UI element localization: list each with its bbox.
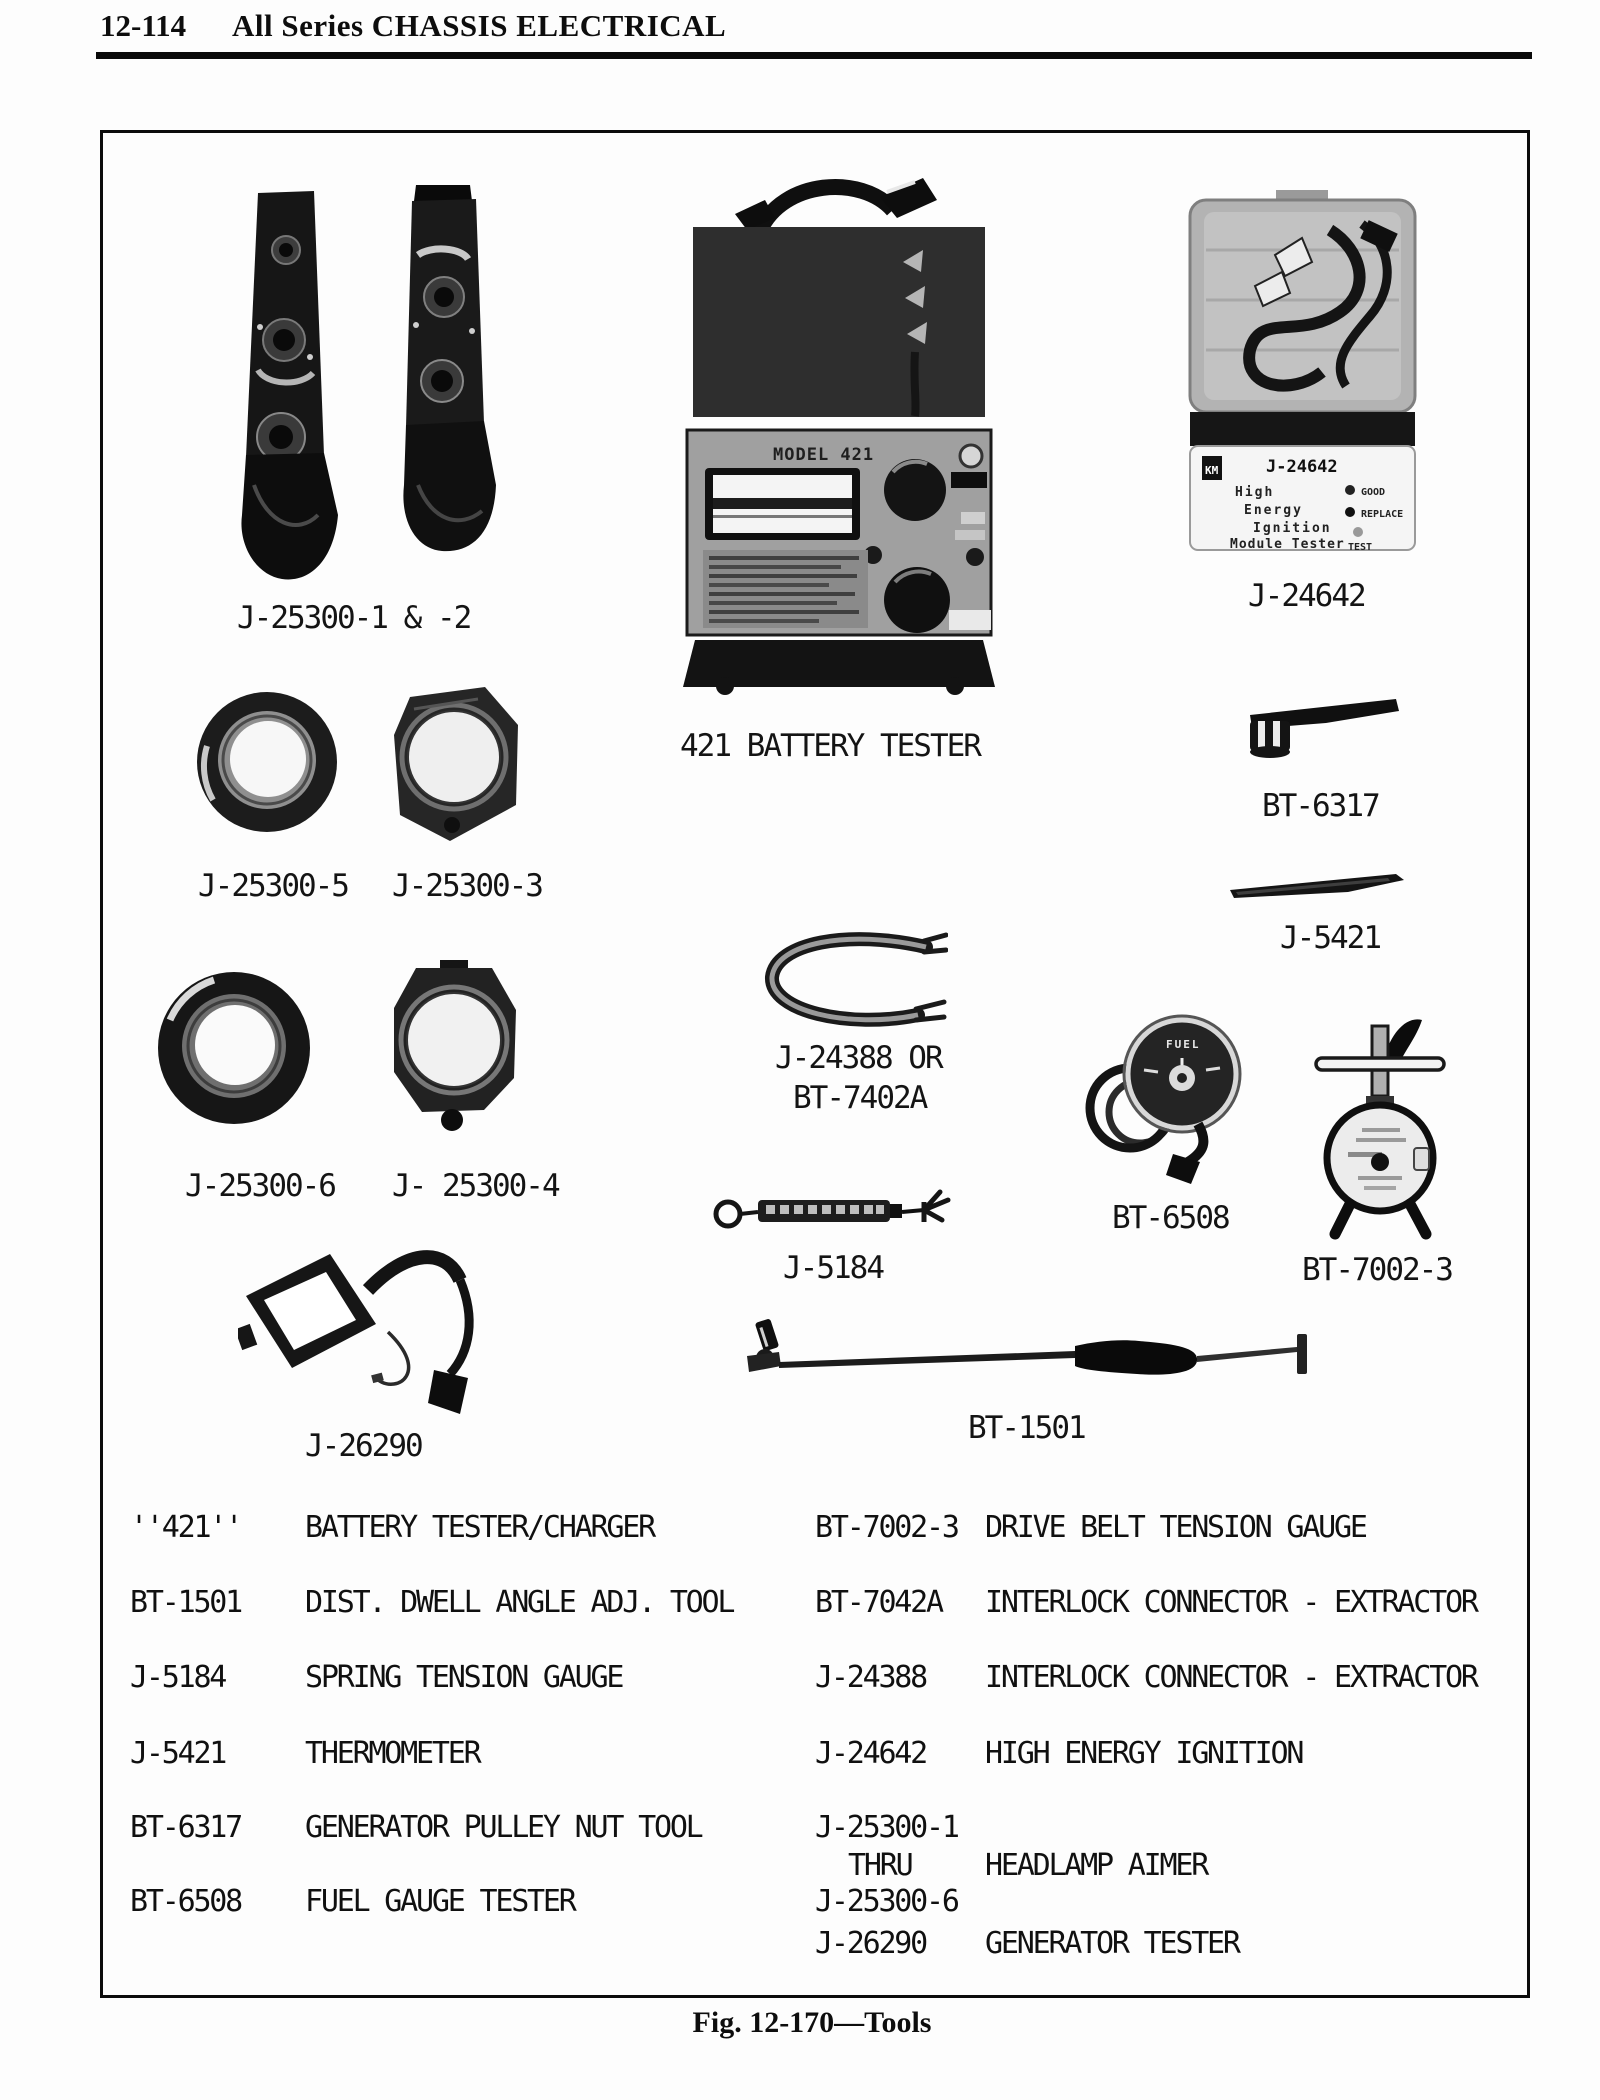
hei-replace-text: REPLACE (1361, 509, 1404, 520)
hei-line4-text: Module Tester (1230, 537, 1345, 552)
dwell-tool-label: BT-1501 (968, 1410, 1085, 1446)
spring-tension-gauge-illustration (712, 1188, 957, 1238)
hei-title-text: J-24642 (1266, 457, 1338, 477)
tool-description: DIST. DWELL ANGLE ADJ. TOOL (305, 1585, 734, 1620)
pulley-nut-tool-label: BT-6317 (1262, 788, 1379, 824)
ring-adapter-6-illustration (156, 970, 314, 1128)
page-number: 12-114 (100, 8, 187, 43)
ring-adapter-5-photo (195, 688, 343, 838)
tool-description: FUEL GAUGE TESTER (305, 1884, 575, 1919)
hei-good-text: GOOD (1361, 487, 1386, 498)
tool-description: INTERLOCK CONNECTOR - EXTRACTOR (985, 1660, 1477, 1695)
tool-code: BT-7002-3 (815, 1510, 958, 1545)
headlamp-aimers-photo (218, 185, 523, 590)
tool-code: J-5184 (130, 1660, 226, 1695)
battery-tester-illustration (665, 172, 1013, 702)
ring-adapter-3-illustration (390, 685, 522, 845)
thermometer-photo (1228, 870, 1406, 902)
spring-tension-gauge-label: J-5184 (783, 1250, 883, 1286)
tool-code: J-24388 (815, 1660, 927, 1695)
tool-code: J-25300-1 (815, 1810, 958, 1845)
tool-description: GENERATOR TESTER (985, 1926, 1239, 1961)
tool-code: J-5421 (130, 1736, 226, 1771)
tool-description: SPRING TENSION GAUGE (305, 1660, 623, 1695)
tool-description: HEADLAMP AIMER (985, 1848, 1208, 1883)
tool-description: DRIVE BELT TENSION GAUGE (985, 1510, 1366, 1545)
ring-adapter-5-label: J-25300-5 (198, 868, 348, 904)
tool-description: HIGH ENERGY IGNITION (985, 1736, 1303, 1771)
fuel-gauge-face-text: FUEL (1166, 1038, 1201, 1051)
headlamp-aimers-label: J-25300-1 & -2 (237, 600, 471, 636)
generator-tester-label: J-26290 (305, 1428, 422, 1464)
ring-adapter-6-photo (156, 970, 314, 1128)
tool-description: THERMOMETER (305, 1736, 480, 1771)
pulley-nut-tool-illustration (1236, 695, 1404, 759)
battery-tester-model-text: MODEL 421 (773, 445, 875, 465)
spring-tension-gauge-photo (712, 1188, 957, 1238)
thermometer-label: J-5421 (1280, 920, 1380, 956)
tool-code: J-25300-6 (815, 1884, 958, 1919)
dwell-tool-photo (745, 1318, 1320, 1390)
hei-module-tester-photo (1180, 190, 1425, 565)
headlamp-aimers-illustration (218, 185, 523, 590)
hei-module-tester-label: J-24642 (1248, 578, 1365, 614)
hei-line1-text: High (1235, 485, 1275, 500)
fuel-gauge-tester-photo (1078, 1012, 1253, 1184)
pulley-nut-tool-photo (1236, 695, 1404, 759)
header-rule (96, 52, 1532, 59)
generator-tester-illustration (238, 1232, 486, 1424)
hei-test-text: TEST (1348, 542, 1373, 553)
ring-adapter-3-label: J-25300-3 (392, 868, 542, 904)
tool-code: BT-6508 (130, 1884, 242, 1919)
hei-logo-text: KM (1205, 464, 1219, 477)
ring-adapter-6-label: J-25300-6 (185, 1168, 335, 1204)
fuel-gauge-tester-illustration (1078, 1012, 1253, 1184)
battery-tester-label: 421 BATTERY TESTER (680, 728, 980, 764)
hei-line3-text: Ignition (1253, 521, 1332, 536)
dwell-tool-illustration (745, 1318, 1320, 1390)
tool-code: ''421'' (130, 1510, 242, 1545)
extractor-fork-photo (758, 925, 948, 1037)
belt-tension-gauge-illustration (1302, 1012, 1460, 1240)
ring-adapter-3-photo (390, 685, 522, 845)
belt-tension-gauge-label: BT-7002-3 (1302, 1252, 1452, 1288)
hei-line2-text: Energy (1244, 503, 1303, 518)
thermometer-illustration (1228, 870, 1406, 902)
fuel-gauge-tester-label: BT-6508 (1112, 1200, 1229, 1236)
battery-tester-photo (665, 172, 1013, 702)
tool-description: INTERLOCK CONNECTOR - EXTRACTOR (985, 1585, 1477, 1620)
section-title: All Series CHASSIS ELECTRICAL (232, 8, 727, 43)
extractor-fork-illustration (758, 925, 948, 1037)
ring-adapter-4-illustration (388, 960, 520, 1138)
tool-description: BATTERY TESTER/CHARGER (305, 1510, 654, 1545)
hei-module-tester-illustration (1180, 190, 1425, 565)
tool-code: BT-6317 (130, 1810, 242, 1845)
tool-code: J-26290 (815, 1926, 927, 1961)
belt-tension-gauge-photo (1302, 1012, 1460, 1240)
generator-tester-photo (238, 1232, 486, 1424)
tool-code: J-24642 (815, 1736, 927, 1771)
ring-adapter-4-photo (388, 960, 520, 1138)
extractor-fork-label-line1: J-24388 OR (775, 1040, 942, 1076)
tool-code: BT-1501 (130, 1585, 242, 1620)
tool-code: THRU (848, 1848, 912, 1883)
tool-description: GENERATOR PULLEY NUT TOOL (305, 1810, 702, 1845)
tool-code: BT-7042A (815, 1585, 942, 1620)
ring-adapter-5-illustration (195, 688, 343, 838)
ring-adapter-4-label: J- 25300-4 (392, 1168, 559, 1204)
figure-caption: Fig. 12-170—Tools (692, 2006, 932, 2039)
extractor-fork-label-line2: BT-7402A (793, 1080, 927, 1116)
